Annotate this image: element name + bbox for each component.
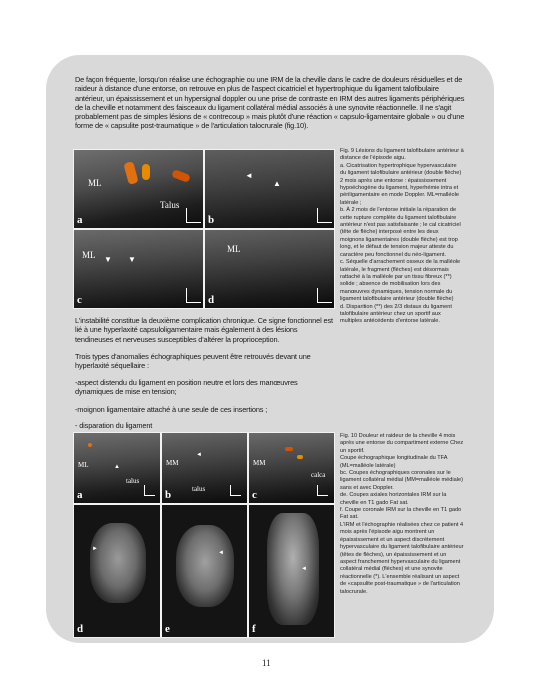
caption-line: bc. Coupes échographiques coronales sur le ligament collatéral médial (MM=malléole médiale) sans et avec Doppler. xyxy=(340,470,463,491)
calca-label: calca xyxy=(311,471,326,479)
figure-10-panel-e xyxy=(161,504,248,638)
figure-10-caption xyxy=(340,433,464,596)
talus-label: Talus xyxy=(160,200,180,210)
intro-paragraph: De façon fréquente, lorsqu'on réalise une échographie ou une IRM de la cheville dans le cadre de douleurs résiduelles et de raideur à distance d'une entorse, on retrouve en plus de l'aspect cicatriciel et hypertrophique du ligament talofibulaire antérieur, un épaississement et un hypersignal doppler ou une prise de contraste en IRM des autres ligaments périphériques de la cheville et notamment des faisceaux du ligament collatéral médial associés à une synovite réactionnelle. Il ne s'agit probablement pas de simples lésions de « contrecoup » mais plutôt d'une réaction « capsulo-ligamentaire globale » ou d'une forme de « capsulite post-traumatique » de l'articulation talocrurale (fig.10). xyxy=(75,75,465,131)
doppler-signal xyxy=(285,447,293,451)
figure-10 xyxy=(73,432,335,638)
ml-label: ML xyxy=(227,244,241,254)
arrowhead-icon: ▲ xyxy=(273,179,281,188)
panel-letter: f xyxy=(252,623,256,635)
body-paragraph: -aspect distendu du ligament en position neutre et lors des manœuvres dynamiques de mise en tension; xyxy=(75,378,298,397)
figure-10-panel-a xyxy=(73,432,161,504)
doppler-signal xyxy=(142,164,150,180)
mri-anatomy xyxy=(176,525,234,607)
doppler-signal xyxy=(297,455,303,459)
body-paragraph: - disparation du ligament xyxy=(75,421,153,430)
body-paragraph: -moignon ligamentaire attaché à une seule de ces insertions ; xyxy=(75,405,268,414)
ml-label: ML xyxy=(78,461,89,469)
panel-letter: b xyxy=(208,214,215,226)
caption-line: Fig. 9 Lésions du ligament talofibulaire antérieur à distance de l'épisode aigu. xyxy=(340,148,464,162)
caption-line: de. Coupes axiales horizontales IRM sur la cheville en T1 gado Fat sat. xyxy=(340,492,447,506)
panel-letter: a xyxy=(77,489,83,501)
arrow-icon: ▼ xyxy=(128,255,136,264)
panel-letter: d xyxy=(208,294,215,306)
arrowhead-icon: ▲ xyxy=(114,464,120,470)
doppler-signal xyxy=(171,169,191,183)
arrow-icon: ◄ xyxy=(218,550,224,556)
arrow-icon: ◄ xyxy=(301,566,307,572)
figure-10-panel-c xyxy=(248,432,335,504)
caption-line: f. Coupe coronale IRM sur la cheville en T1 gado Fat sat. xyxy=(340,507,462,521)
figure-9-panel-a xyxy=(73,149,204,229)
caption-line: L'IRM et l'échographie réalisées chez ce patient 4 mois après l'épisode aigu montrent un épaississement et un aspect discrètement hypervasculaire du ligament talofibulaire antérieur (têtes de flèches), un épaississement et un aspect franchement hypervasculaire du ligament collatéral médial (flèches) et une synovite réactionnelle (*). L'ensemble réalisant un aspect de «capsulite post-traumatique » de l'articulation talocrurale. xyxy=(340,521,464,595)
page-number: 11 xyxy=(262,658,271,668)
panel-letter: b xyxy=(165,489,172,501)
figure-9-panel-d xyxy=(204,229,335,309)
body-paragraph: L'instabilité constitue la deuxième complication chronique. Ce signe fonctionnel est lié à une hyperlaxité capsuloligamentaire mais également à des lésions tendineuses et nerveuses susceptibles d'altérer la proprioception. xyxy=(75,316,333,344)
arrow-icon: ◄ xyxy=(245,171,253,180)
doppler-signal xyxy=(88,443,92,447)
talus-label: talus xyxy=(126,477,140,485)
figure-9 xyxy=(73,149,335,309)
panel-letter: a xyxy=(77,214,83,226)
figure-10-panel-f xyxy=(248,504,335,638)
body-paragraph: Trois types d'anomalies échographiques peuvent être retrouvés devant une hyperlaxité séquellaire : xyxy=(75,352,311,371)
caption-line: Fig. 10 Douleur et raideur de la cheville 4 mois après une entorse du compartiment externe Chez un sportif. xyxy=(340,433,464,454)
arrow-icon: ▼ xyxy=(104,255,112,264)
caption-line: a. Cicatrisation hypertrophique hypervasculaire du ligament talofibulaire antérieur (double flèche) 2 mois après une entorse : épaississement hypoéchogène du ligament, hyperhémie intra et périligamentaire en mode Doppler. ML=malléole latérale ; xyxy=(340,162,462,206)
ml-label: ML xyxy=(82,250,96,260)
probe-orientation-icon xyxy=(186,288,201,303)
panel-letter: c xyxy=(77,294,82,306)
mm-label: MM xyxy=(166,459,179,467)
figure-10-panel-b xyxy=(161,432,248,504)
figure-10-panel-d xyxy=(73,504,161,638)
mri-anatomy xyxy=(90,523,146,603)
probe-orientation-icon xyxy=(317,485,328,496)
probe-orientation-icon xyxy=(144,485,155,496)
caption-line: d. Disparition (**) des 2/3 distaux du ligament talofibulaire antérieur chez un sportif aux multiples antécédents d'entorse latérale. xyxy=(340,303,452,325)
caption-line: Coupe échographique longitudinale du TFA (ML=malléole latérale) xyxy=(340,455,448,469)
panel-letter: e xyxy=(165,623,170,635)
arrow-icon: ◄ xyxy=(196,452,202,458)
figure-9-panel-c xyxy=(73,229,204,309)
probe-orientation-icon xyxy=(186,208,201,223)
arrowhead-icon: ► xyxy=(92,546,98,552)
doppler-signal xyxy=(123,161,138,185)
panel-letter: d xyxy=(77,623,84,635)
panel-letter: c xyxy=(252,489,257,501)
talus-label: talus xyxy=(192,485,206,493)
probe-orientation-icon xyxy=(230,485,241,496)
mri-anatomy xyxy=(267,513,319,625)
caption-line: c. Séquelle d'arrachement osseux de la malléole latérale, le fragment (flèches) est désormais rattaché à la malléole par un tissu fibreux (**) solide ; absence de mobilisation lors des manœuvres dynamiques, tension normale du ligament talofibulaire antérieur (double flèche) xyxy=(340,259,461,303)
figure-9-panel-b xyxy=(204,149,335,229)
probe-orientation-icon xyxy=(317,288,332,303)
mm-label: MM xyxy=(253,459,266,467)
figure-9-caption xyxy=(340,148,464,326)
ml-label: ML xyxy=(88,178,102,188)
probe-orientation-icon xyxy=(317,208,332,223)
caption-line: b. À 2 mois de l'entorse initiale la réparation de cette rupture complète du ligament talofibulaire antérieur n'est pas satisfaisante ; le cal cicatriciel (tête de flèche) interposé entre les deux moignons ligamentaires (double flèche) est trop long, et le défaut de tension majeur atteste du caractère peu fonctionnel du néo-ligament. xyxy=(340,207,461,258)
